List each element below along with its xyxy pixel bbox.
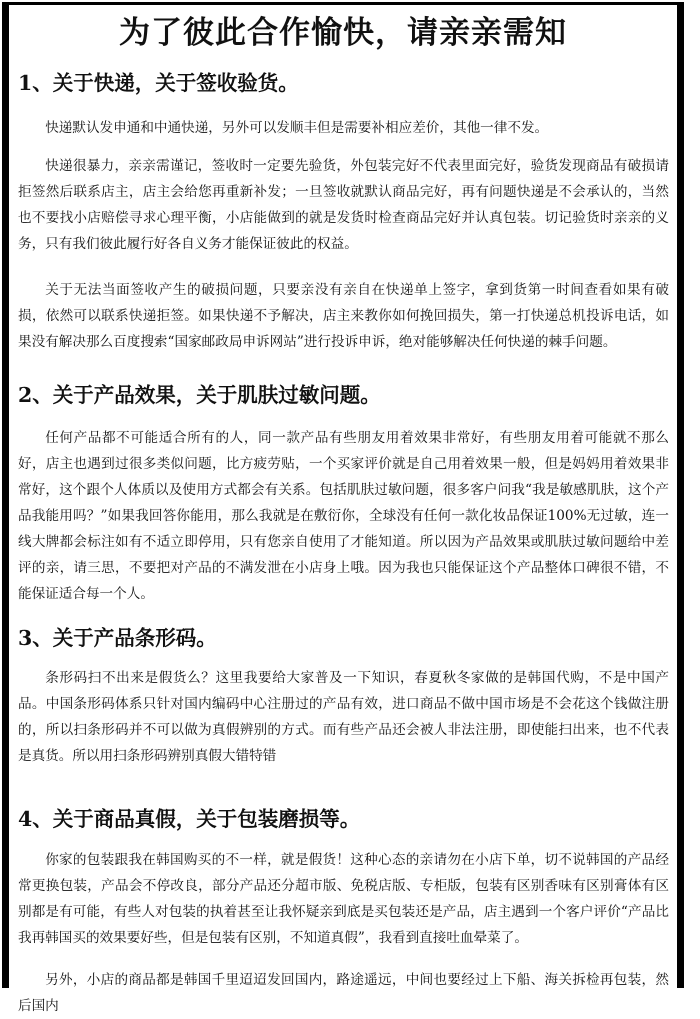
section-2-paragraph-1: 任何产品都不可能适合所有的人，同一款产品有些朋友用着效果非常好，有些朋友用着可能就不那么好，店主也遇到过很多类似问题，比方疲劳贴，一个买家评价就是自己用着效果一般，但是妈妈用着效果非常好，这个跟个人体质以及使用方式都会有关系。包括肌肤过敏问题，很多客户问我“我是敏感肌肤，这个产品我能用吗？”如果我回答你能用，那么我就是在敷衍你，全球没有任何一款化妆品保证100%无过敏，连一线大牌都会标注如有不适立即停用，只有您亲自使用了才能知道。所以因为产品效果或肌肤过敏问题给中差评的亲，请三思，不要把对产品的不满发泄在小店身上哦。因为我也只能保证这个产品整体口碑很不错，不能保证适合每一个人。 — [18, 430, 669, 602]
notice-document — [2, 2, 684, 1014]
section-1-paragraph-1: 快递默认发申通和中通快递，另外可以发顺丰但是需要补相应差价，其他一律不发。 — [45, 120, 549, 136]
section-4-heading: 4、关于商品真假，关于包装磨损等。 — [18, 807, 361, 831]
section-4-paragraph-2: 另外，小店的商品都是韩国千里迢迢发回国内，路途遥远，中间也要经过上下船、海关拆检再包装，然后国内 — [18, 972, 669, 1014]
section-3-heading: 3、关于产品条形码。 — [18, 626, 217, 650]
section-2-heading: 2、关于产品效果，关于肌肤过敏问题。 — [18, 383, 381, 407]
section-3-paragraph-1: 条形码扫不出来是假货么？这里我要给大家普及一下知识，春夏秋冬家做的是韩国代购，不是中国产品。中国条形码体系只针对国内编码中心注册过的产品有效，进口商品不做中国市场是不会花这个钱做注册的，所以扫条形码并不可以做为真假辨别的方式。而有些产品还会被人非法注册，即使能扫出来，也不代表是真货。所以用扫条形码辨别真假大错特错 — [18, 670, 669, 764]
section-1-heading: 1、关于快递，关于签收验货。 — [18, 71, 299, 95]
section-4-paragraph-1: 你家的包装跟我在韩国购买的不一样，就是假货！这种心态的亲请勿在小店下单，切不说韩国的产品经常更换包装，产品会不停改良，部分产品还分超市版、免税店版、专柜版，包装有区别香味有区别膏体有区别都是有可能，有些人对包装的执着甚至让我怀疑亲到底是买包装还是产品，店主遇到一个客户评价“产品比我再韩国买的效果要好些，但是包装有区别，不知道真假”，我看到直接吐血晕菜了。 — [18, 852, 669, 946]
section-1-paragraph-3: 关于无法当面签收产生的破损问题，只要亲没有亲自在快递单上签字，拿到货第一时间查看如果有破损，依然可以联系快递拒签。如果快递不予解决，店主来教你如何挽回损失，第一打快递总机投诉电话，如果没有解决那么百度搜索“国家邮政局申诉网站”进行投诉申诉，绝对能够解决任何快递的棘手问题。 — [18, 282, 669, 350]
document-title: 为了彼此合作愉快，请亲亲需知 — [119, 15, 567, 51]
section-1-paragraph-2: 快递很暴力，亲亲需谨记，签收时一定要先验货，外包装完好不代表里面完好，验货发现商品有破损请拒签然后联系店主，店主会给您再重新补发；一旦签收就默认商品完好，再有问题快递是不会承认的，当然也不要找小店赔偿寻求心理平衡，小店能做到的就是发货时检查商品完好并认真包装。切记验货时亲亲的义务，只有我们彼此履行好各自义务才能保证彼此的权益。 — [18, 158, 669, 252]
